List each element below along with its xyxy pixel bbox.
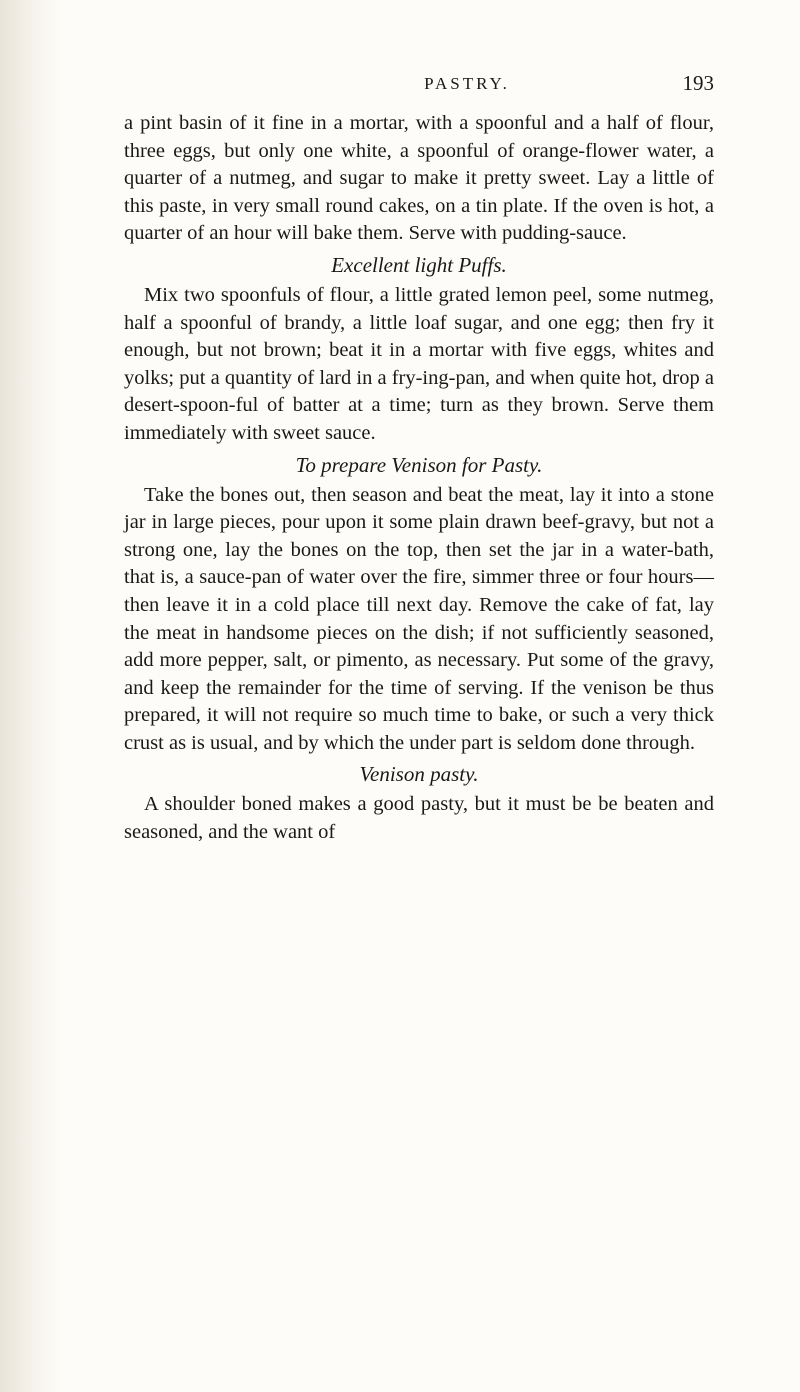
recipe-title-venison-pasty: Venison pasty.: [359, 762, 479, 787]
recipe-text-light-puffs: Mix two spoonfuls of flour, a little grated lemon peel, some nutmeg, half a spoonful of brandy, a little loaf sugar, and one egg; then fry it enough, but not brown; beat it in a mortar with five eggs, whites and yolks; put a quantity of lard in a fry-ing-pan, and when quite hot, drop a desert-spoon-ful of batter at a time; turn as they brown. Serve them immediately with sweet sauce.: [124, 283, 714, 444]
running-head: [124, 71, 714, 110]
recipe-title-light-puffs: Excellent light Puffs.: [331, 252, 507, 277]
page-edge-shadow: [0, 0, 60, 1392]
recipe-text-prepare-venison: Take the bones out, then season and beat the meat, lay it into a stone jar in large pieces, pour upon it some plain drawn beef-gravy, but not a strong one, lay the bones on the top, then set the jar in a water-bath, that is, a sauce-pan of water over the fire, simmer three or four hours—then leave it in a cold place till next day. Remove the cake of fat, lay the meat in handsome pieces on the dish; if not sufficiently seasoned, add more pepper, salt, or pimento, as necessary. Put some of the gravy, and keep the remainder for the time of serving. If the venison be thus prepared, it will not require so much time to bake, or such a very thick crust as is usual, and by which the under part is seldom done through.: [124, 483, 714, 754]
running-head-title: PASTRY.: [424, 74, 510, 93]
book-page: [124, 71, 714, 847]
page-body: [124, 110, 714, 847]
continuation-paragraph: a pint basin of it fine in a mortar, with a spoonful and a half of flour, three eggs, but only one white, a spoonful of orange-flower water, a quarter of a nutmeg, and sugar to make it pretty sweet. Lay a little of this paste, in very small round cakes, on a tin plate. If the oven is hot, a quarter of an hour will bake them. Serve with pudding-sauce.: [124, 112, 714, 245]
recipe-text-venison-pasty: A shoulder boned makes a good pasty, but it must be be beaten and seasoned, and the want of: [124, 793, 714, 844]
recipe-title-prepare-venison: To prepare Venison for Pasty.: [295, 452, 543, 477]
page-number: 193: [682, 71, 714, 95]
